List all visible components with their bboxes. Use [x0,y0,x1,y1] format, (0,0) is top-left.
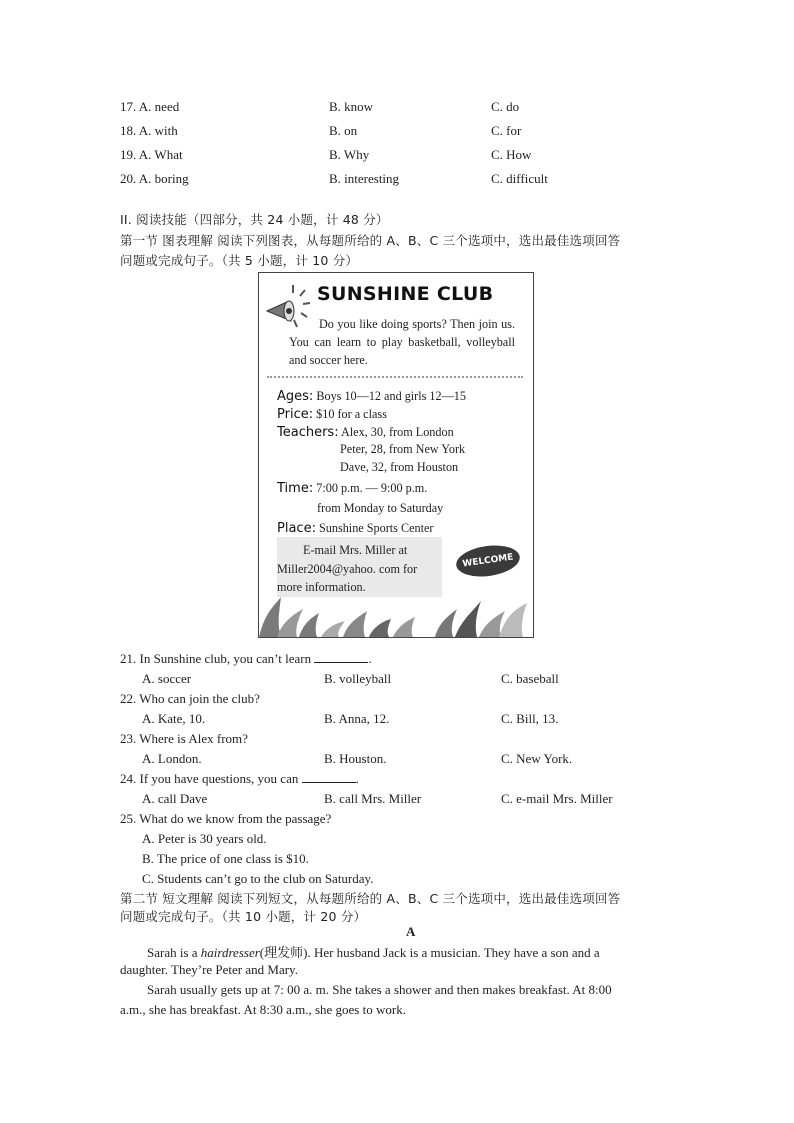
price-line [277,407,387,422]
option-b: B. interesting [329,171,400,186]
part1-instruction-line1: 第一节 图表理解 阅读下列图表，从每题所给的 A、B、C 三个选项中，选出最佳选项回答 [120,233,621,248]
passage-paragraph-2-line-2: a.m., she has breakfast. At 8:30 a.m., she goes to work. [120,1002,406,1017]
passage-italic-word: hairdresser [200,945,260,960]
option-a: A. Kate, 10. [142,711,206,726]
question-text: 21. In Sunshine club, you can’t learn [120,651,312,666]
teacher-1: Alex, 30, from London [340,425,454,439]
part2-instruction-line2: 问题或完成句子。（共 10 小题，计 20 分） [120,909,367,924]
passage-paragraph-1-line-2: daughter. They’re Peter and Mary. [120,962,298,977]
price-label: Price: [277,407,314,422]
question-25-stem: 25. What do we know from the passage? [120,811,332,826]
option-c: C. baseball [501,671,559,686]
option-a: 17. A. need [120,99,180,114]
option-c: C. How [491,147,532,162]
option-b: B. call Mrs. Miller [324,791,422,806]
question-22-stem: 22. Who can join the club? [120,691,260,706]
option-b: B. volleyball [324,671,392,686]
teachers-label: Teachers: [277,425,339,440]
poster-intro: Do you like doing sports? Then join us. You can learn to play basketball, volleyball and soccer here. [289,317,515,367]
option-b: B. Houston. [324,751,387,766]
option-c: C. do [491,99,520,114]
section-heading: II. 阅读技能（四部分，共 24 小题，计 48 分） [120,212,389,227]
ages-label: Ages: [277,389,314,404]
option-b: B. on [329,123,358,138]
poster-title: SUNSHINE CLUB [317,283,494,305]
question-23-stem: 23. Where is Alex from? [120,731,248,746]
passage-paragraph-1-line-1 [147,942,600,961]
option-a: A. soccer [142,671,192,686]
welcome-badge: WELCOME [454,542,522,581]
question-text: 24. If you have questions, you can [120,771,299,786]
time-line [277,481,427,496]
answer-blank [302,771,356,783]
option-b: B. Anna, 12. [324,711,390,726]
price-value: $10 for a class [316,407,387,421]
passage-label: A [406,924,416,939]
time-days-line: from Monday to Saturday [317,501,444,515]
option-c: C. e-mail Mrs. Miller [501,791,613,806]
answer-blank [314,651,368,663]
question-21-options [0,671,794,691]
option-a: 18. A. with [120,123,178,138]
contact-line-2: Miller2004@yahoo. com for [277,561,418,576]
teacher-3-line: Dave, 32, from Houston [340,460,459,474]
option-c: C. New York. [501,751,573,766]
dotted-divider [267,376,523,378]
option-a: A. London. [142,751,202,766]
contact-line-1: E-mail Mrs. Miller at [303,543,408,557]
time-value: 7:00 p.m. — 9:00 p.m. [316,481,428,495]
question-24-options [0,791,794,811]
option-row-19 [0,147,794,167]
part1-instruction-line2: 问题或完成句子。（共 5 小题，计 10 分） [120,253,359,268]
question-22-options [0,711,794,731]
question-25-option-c: C. Students can’t go to the club on Saturday. [142,871,374,886]
question-25-option-a: A. Peter is 30 years old. [142,831,267,846]
teacher-2-line: Peter, 28, from New York [340,442,466,456]
ages-value: Boys 10—12 and girls 12—15 [316,389,466,403]
teachers-line [277,425,454,440]
place-label: Place: [277,521,316,536]
sunshine-club-poster [258,272,534,638]
option-c: C. for [491,123,522,138]
option-a: 19. A. What [120,147,183,162]
plants-decoration-icon [259,591,533,637]
question-23-options [0,751,794,771]
ages-line [277,389,466,404]
option-row-20 [0,171,794,191]
option-a: A. call Dave [142,791,208,806]
passage-text: (理发师). Her husband Jack is a musician. They have a son and a [259,945,600,960]
time-label: Time: [277,481,314,496]
place-line [277,521,433,536]
question-24-stem: 24. If you have questions, you can . [120,771,359,786]
option-a: 20. A. boring [120,171,189,186]
place-value: Sunshine Sports Center [319,521,434,535]
question-25-option-b: B. The price of one class is $10. [142,851,309,866]
option-b: B. know [329,99,374,114]
option-c: C. Bill, 13. [501,711,559,726]
option-c: C. difficult [491,171,548,186]
part2-instruction-line1: 第二节 短文理解 阅读下列短文，从每题所给的 A、B、C 三个选项中，选出最佳选项回答 [120,891,621,906]
passage-paragraph-2-line-1: Sarah usually gets up at 7: 00 a. m. She takes a shower and then makes breakfast. At 8:00 [147,982,612,997]
passage-text: Sarah is a [147,945,201,960]
option-row-18 [0,123,794,143]
contact-text [277,541,442,597]
option-b: B. Why [329,147,370,162]
contact-line-3: more information. [277,580,366,594]
option-row-17 [0,99,794,119]
question-21-stem: 21. In Sunshine club, you can’t learn . [120,651,372,666]
